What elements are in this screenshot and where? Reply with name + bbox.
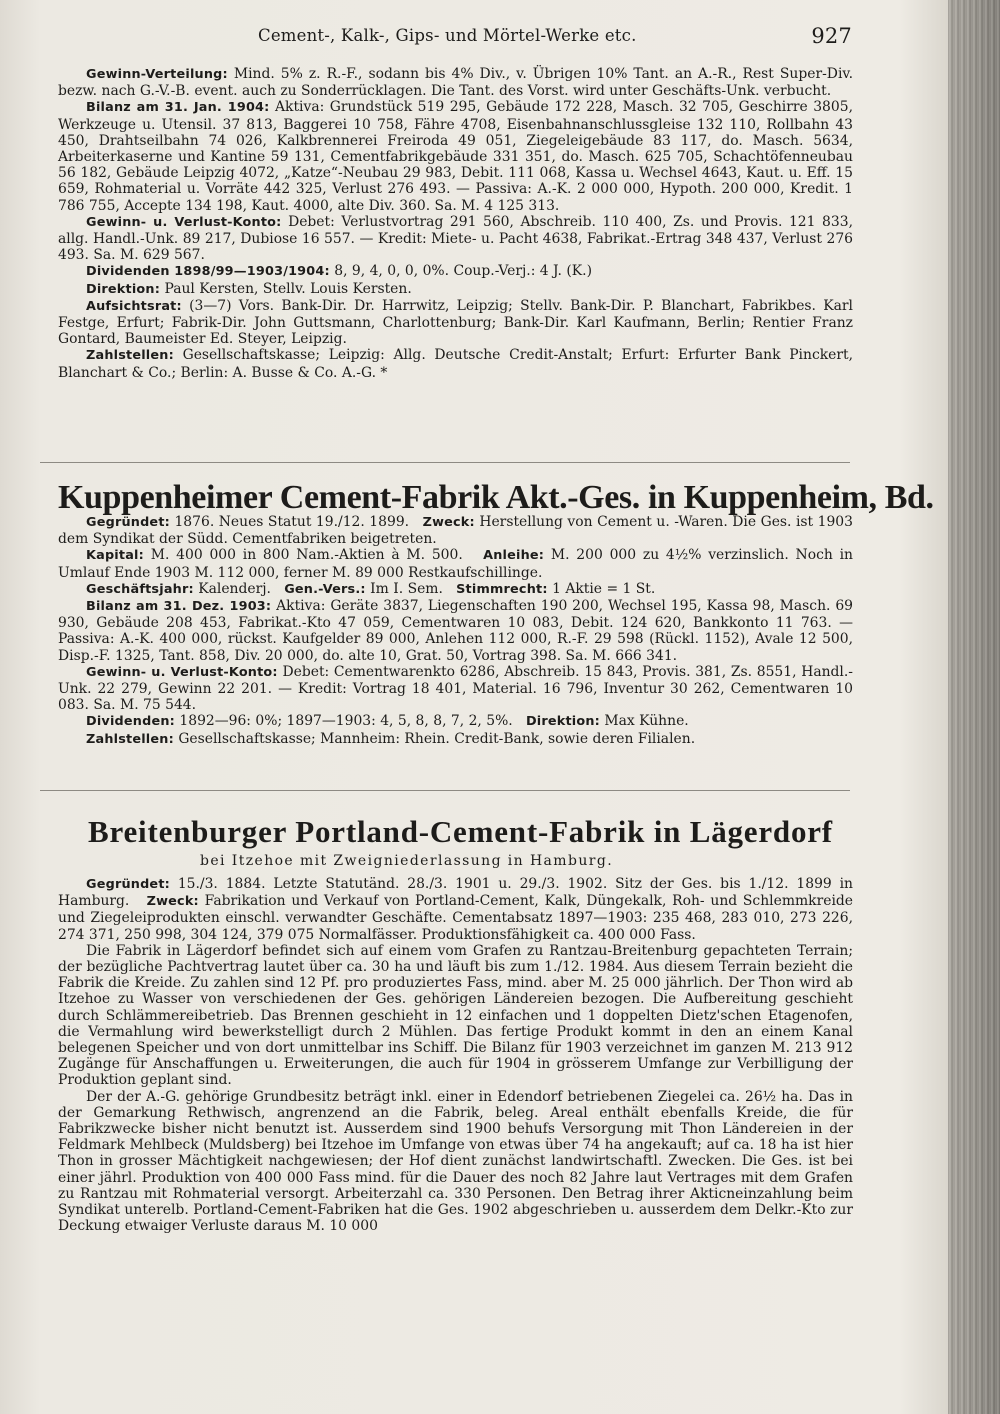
entry-kuppenheimer (58, 514, 853, 748)
paragraph-dividenden: Dividenden 1898/99—1903/1904: 8, 9, 4, 0, 0, 0%. Coup.-Verj.: 4 J. (K.) (86, 263, 593, 280)
section-divider (40, 790, 850, 791)
paragraph-zahlstellen: Zahlstellen: Gesellschaftskasse; Mannheim: Rhein. Credit-Bank, sowie deren Filialen. (86, 730, 696, 747)
body-paragraph: Die Fabrik in Lägerdorf befindet sich auf einem vom Grafen zu Rantzau-Breitenburg gepachteten Terrain; der bezügliche Pachtvertrag lautet über ca. 30 ha und läuft bis zum 1./12. 1984. Aus diesem Terrain bezieht die Fabrik die Kreide. Zu zahlen sind 12 Pf. pro produziertes Fass, mind. aber M. 25 000 jährlich. Der Thon wird ab Itzehoe zu Wasser von verschiedenen der Ges. gehörigen Ländereien bezogen. Die Aufbereitung geschieht durch Schlämmereibetrieb. Das Brennen geschieht in 12 einfachen und 1 doppelten Dietz'schen Etagenofen, die Vermahlung wird bewerkstelligt durch 2 Mühlen. Das fertige Produkt kommt in den an einem Kanal belegenen Speicher und von dort unmittelbar ins Schiff. Die Bilanz für 1903 verzeichnet im ganzen M. 213 912 Zugänge für Anschaffungen u. Erweiterungen, die auch für 1904 in grösserem Umfange zur Verbilligung der Produktion geplant sind. (58, 942, 853, 1089)
entry-continuation (58, 66, 853, 381)
page-header (92, 24, 852, 50)
paragraph-direktion: Direktion: Paul Kersten, Stellv. Louis Kersten. (86, 280, 412, 297)
paragraph-dividenden: Dividenden: 1892—96: 0%; 1897—1903: 4, 5, 8, 8, 7, 2, 5%. Direktion: Max Kühne. (86, 713, 689, 730)
section-divider (40, 462, 850, 463)
paragraph-gewinn-verlust: Gewinn- u. Verlust-Konto: Debet: Verlustvortrag 291 560, Abschreib. 110 400, Zs. und Provis. 121 833, allg. Handl.-Unk. 89 217, Dubiose 16 557. — Kredit: Miete- u. Pacht 4638, Fabrikat.-Ertrag 348 437, Verlust 276 493. Sa. M. 629 567. (58, 213, 853, 264)
paragraph-gewinn-verlust: Gewinn- u. Verlust-Konto: Debet: Cementwarenkto 6286, Abschreib. 15 843, Provis. 381, Zs. 8551, Handl.-Unk. 22 279, Gewinn 22 201. — Kredit: Vortrag 18 401, Material. 16 796, Inventur 30 262, Cementwaren 10 083. Sa. M. 75 544. (58, 663, 853, 714)
entry-breitenburger (58, 876, 853, 1234)
paragraph-gegruendet: Gegründet: 15./3. 1884. Letzte Statutänd. 28./3. 1901 u. 29./3. 1902. Sitz der Ges. bis 1./12. 1899 in Hamburg. Zweck: Fabrikation und Verkauf von Portland-Cement, Kalk, Düngekalk, Roh- und Schlemmkreide und Ziegeleiprodukten einschl. verwandter Geschäfte. Cementabsatz 1897—1903: 235 468, 283 010, 273 226, 274 371, 250 998, 304 124, 379 075 Normalfässer. Produktionsfähigkeit ca. 400 000 Fass. (58, 876, 853, 943)
entry-title-breitenburger: Breitenburger Portland-Cement-Fabrik in Lägerdorf (88, 814, 833, 849)
paragraph-aufsichtsrat: Aufsichtsrat: (3—7) Vors. Bank-Dir. Dr. Harrwitz, Leipzig; Stellv. Bank-Dir. P. Blanchart, Fabrikbes. Karl Festge, Erfurt; Fabrik-Dir. John Guttsmann, Charlottenburg; Bank-Dir. Karl Kaufmann, Berlin; Rentier Franz Gontard, Baumeister Ed. Steyer, Leipzig. (58, 297, 853, 348)
paragraph-gegruendet: Gegründet: 1876. Neues Statut 19./12. 1899. Zweck: Herstellung von Cement u. -Waren. Die Ges. ist 1903 dem Syndikat der Südd. Cementfabriken beigetreten. (58, 514, 853, 548)
running-title: Cement-, Kalk-, Gips- und Mörtel-Werke etc. (258, 26, 637, 45)
entry-subtitle: bei Itzehoe mit Zweigniederlassung in Hamburg. (200, 853, 614, 869)
paragraph-bilanz: Bilanz am 31. Dez. 1903: Aktiva: Geräte 3837, Liegenschaften 190 200, Wechsel 195, Kassa 98, Masch. 69 930, Gebäude 208 453, Fabrikat.-Kto 47 059, Cementwaren 10 083, Debit. 124 620, Bankkonto 11 763. — Passiva: A.-K. 400 000, rückst. Kaufgelder 89 000, Anlehen 112 000, R.-F. 29 598 (Rückl. 1152), Avale 12 500, Disp.-F. 1325, Tant. 858, Div. 20 000, do. alte 10, Grat. 50, Vortrag 398. Sa. M. 666 341. (58, 598, 854, 664)
paragraph-bilanz: Bilanz am 31. Jan. 1904: Aktiva: Grundstück 519 295, Gebäude 172 228, Masch. 32 705, Geschirre 3805, Werkzeuge u. Utensil. 37 813, Baggerei 10 758, Fähre 4708, Eisenbahnanschlussgleise 132 110, Rollbahn 43 450, Drahtseilbahn 74 026, Kalkbrennerei Freiroda 49 051, Ziegeleigebäude 83 117, do. Masch. 5634, Arbeiterkaserne und Kantine 59 131, Cementfabrikgebäude 331 351, do. Masch. 625 705, Schachtöfenneubau 56 182, Gebäude Leipzig 4072, „Katze“-Neubau 29 983, Debit. 111 068, Kassa u. Wechsel 4643, Kaut. u. Eff. 15 659, Rohmaterial u. Vorräte 442 325, Verlust 276 493. — Passiva: A.-K. 2 000 000, Hypoth. 200 000, Kredit. 1 786 755, Accepte 134 198, Kaut. 4000, alte Div. 360. Sa. M. 4 125 313. (58, 99, 853, 214)
entry-title-kuppenheimer: Kuppenheimer Cement-Fabrik Akt.-Ges. in Kuppenheim, Bd. (58, 479, 934, 516)
paragraph-gewinn-verteilung: Gewinn-Verteilung: Mind. 5% z. R.-F., sodann bis 4% Div., v. Übrigen 10% Tant. an A.-R., Rest Super-Div. bezw. nach G.-V.-B. event. auch zu Sonderrücklagen. Die Tant. des Vorst. wird unter Geschäfts-Unk. verbucht. (58, 66, 853, 100)
paragraph-kapital: Kapital: M. 400 000 in 800 Nam.-Aktien à M. 500. Anleihe: M. 200 000 zu 4½% verzinslich. Noch in Umlauf Ende 1903 M. 112 000, ferner M. 89 000 Restkaufschillinge. (58, 547, 853, 581)
paragraph-zahlstellen: Zahlstellen: Gesellschaftskasse; Leipzig: Allg. Deutsche Credit-Anstalt; Erfurt: Erfurter Bank Pinckert, Blanchart & Co.; Berlin: A. Busse & Co. A.-G. * (58, 347, 853, 381)
paragraph-geschaeftsjahr: Geschäftsjahr: Kalenderj. Gen.-Vers.: Im I. Sem. Stimmrecht: 1 Aktie = 1 St. (86, 580, 656, 597)
book-spine-edge (948, 0, 1000, 1414)
body-paragraph: Der der A.-G. gehörige Grundbesitz beträgt inkl. einer in Edendorf betriebenen Ziegelei ca. 26½ ha. Das in der Gemarkung Rethwisch, angrenzend an die Fabrik, beleg. Areal enthält ebenfalls Kreide, die für Fabrikzwecke bisher nicht benutzt ist. Ausserdem sind 1900 behufs Versorgung mit Thon Ländereien in der Feldmark Mehlbeck (Muldsberg) bei Itzehoe im Umfange von etwas über 74 ha angekauft; auf ca. 18 ha ist hier Thon in grosser Mächtigkeit nachgewiesen; der Hof dient zunächst landwirtschaftl. Zwecken. Die Ges. ist bei einer jährl. Produktion von 400 000 Fass mind. für die Dauer des noch 82 Jahre laut Vertrages mit dem Grafen zu Rantzau mit Rohmaterial versorgt. Arbeiterzahl ca. 330 Personen. Den Betrag ihrer Akticneinzahlung beim Syndikat unterelb. Portland-Cement-Fabriken hat die Ges. 1902 abgeschrieben u. ausserdem dem Delkr.-Kto zur Deckung etwaiger Verluste daraus M. 10 000 (58, 1088, 853, 1235)
page-number: 927 (811, 24, 852, 48)
